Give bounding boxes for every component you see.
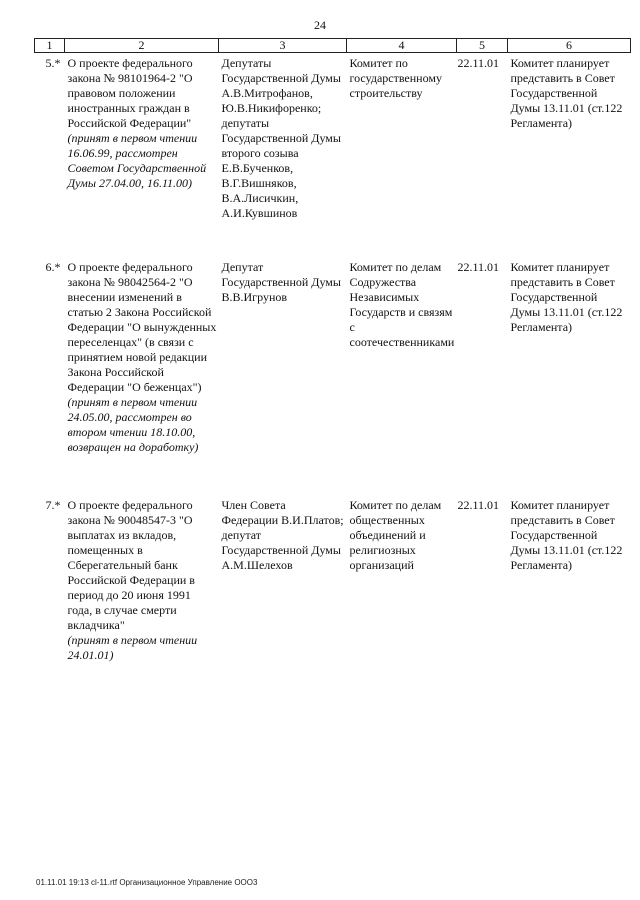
bill-title: О проекте федерального закона № 90048547-3 "О выплатах из вкладов, помещенных в Сберегательный банк Российской Федерации в период до 20 июня 1991 года, в случае смерти вкладчика" bbox=[67, 497, 198, 632]
row-number: 6.* bbox=[45, 259, 61, 274]
bill-title: О проекте федерального закона № 98101964-2 "О правовом положении иностранных граждан в Российской Федерации" bbox=[67, 56, 196, 130]
bill-cell bbox=[65, 257, 219, 495]
column-header: 4 bbox=[347, 39, 457, 53]
table-row bbox=[35, 257, 631, 495]
row-number: 5.* bbox=[45, 56, 61, 70]
column-header: 2 bbox=[65, 39, 219, 53]
authors-cell: Член Совета Федерации В.И.Платов; депутат Государственной Думы А.М.Шелехов bbox=[221, 497, 344, 572]
date-cell: 22.11.01 bbox=[457, 56, 500, 70]
date-cell: 22.11.01 bbox=[457, 259, 500, 274]
date-cell: 22.11.01 bbox=[457, 497, 500, 512]
bill-status: (принят в первом чтении 24.05.00, рассмотрен во втором чтении 18.10.00, возвращен на доработку) bbox=[67, 394, 199, 454]
note-cell: Комитет планирует представить в Совет Государственной Думы 13.11.01 (ст.122 Регламента) bbox=[510, 497, 623, 572]
column-header: 5 bbox=[457, 39, 508, 53]
committee-cell: Комитет по государственному строительству bbox=[349, 56, 442, 100]
agenda-table bbox=[34, 38, 631, 663]
page-number: 24 bbox=[314, 18, 326, 32]
note-cell: Комитет планирует представить в Совет Государственной Думы 13.11.01 (ст.122 Регламента) bbox=[510, 259, 623, 334]
table-row bbox=[35, 53, 631, 257]
committee-cell: Комитет по делам общественных объединений и религиозных организаций bbox=[349, 497, 442, 572]
authors-cell: Депутат Государственной Думы В.В.Игрунов bbox=[221, 259, 341, 304]
column-header: 1 bbox=[35, 39, 65, 53]
column-header: 6 bbox=[508, 39, 631, 53]
authors-cell: Депутаты Государственной Думы А.В.Митрофанов, Ю.В.Никифоренко; депутаты Государственной Думы второго созыва Е.В.Бученков, В.Г.Вишняков, В.А.Лисичкин, А.И.Кувшинов bbox=[221, 56, 341, 220]
note-cell: Комитет планирует представить в Совет Государственной Думы 13.11.01 (ст.122 Регламента) bbox=[510, 56, 623, 130]
bill-status: (принят в первом чтении 24.01.01) bbox=[67, 632, 198, 662]
bill-cell bbox=[65, 495, 219, 663]
header-row bbox=[35, 39, 631, 53]
bill-status: (принят в первом чтении 16.06.99, рассмотрен Советом Государственной Думы 27.04.00, 16.11.00) bbox=[67, 131, 207, 190]
row-number: 7.* bbox=[45, 497, 61, 512]
footer-text: 01.11.01 19:13 cl-11.rtf Организационное Управление ООО3 bbox=[36, 878, 258, 887]
table-row bbox=[35, 495, 631, 663]
bill-cell bbox=[65, 53, 219, 257]
column-header: 3 bbox=[219, 39, 347, 53]
committee-cell: Комитет по делам Содружества Независимых Государств и связям с соотечественниками bbox=[349, 259, 455, 349]
bill-title: О проекте федерального закона № 98042564-2 "О внесении изменений в статью 2 Закона Российской Федерации "О вынужденных переселенцах" (в связи с принятием новой редакции Закона Российской Федерации "О беженцах") bbox=[67, 259, 220, 394]
